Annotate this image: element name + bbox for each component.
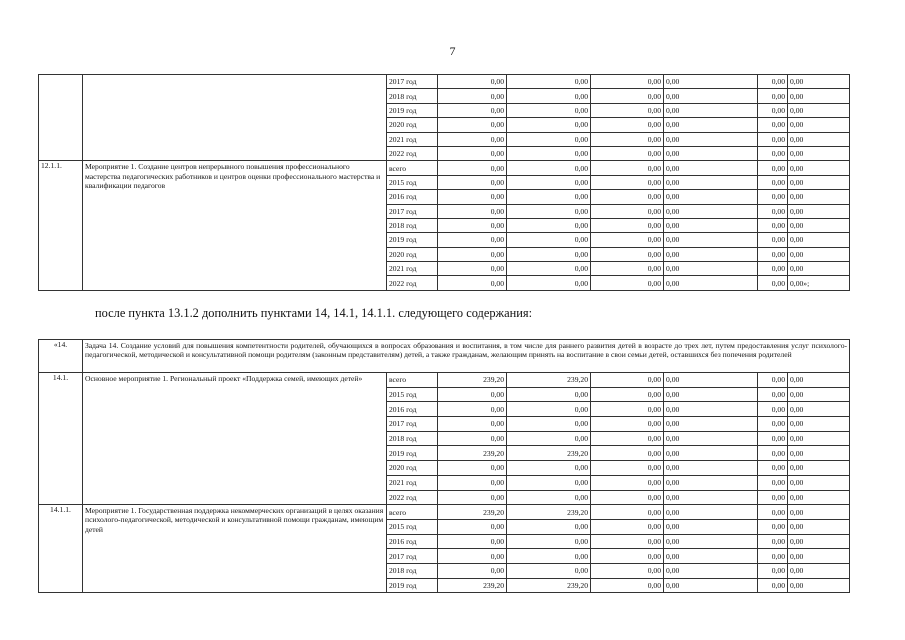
- value-cell: 0,00: [507, 276, 591, 290]
- value-cell: 0,00: [664, 563, 758, 578]
- value-cell: 0,00: [758, 549, 788, 564]
- value-cell: 0,00: [758, 204, 788, 218]
- value-cell: 0,00: [788, 204, 850, 218]
- value-cell: 0,00: [438, 549, 507, 564]
- value-cell: 0,00: [788, 190, 850, 204]
- value-cell: 239,20: [507, 446, 591, 461]
- value-cell: 0,00: [507, 490, 591, 505]
- value-cell: 0,00: [591, 534, 664, 549]
- value-cell: 0,00: [788, 490, 850, 505]
- value-cell: 0,00»;: [788, 276, 850, 290]
- value-cell: 0,00: [664, 387, 758, 402]
- value-cell: 0,00: [758, 475, 788, 490]
- value-cell: 0,00: [507, 103, 591, 117]
- value-cell: 0,00: [507, 190, 591, 204]
- page-number: 7: [449, 44, 456, 58]
- value-cell: 0,00: [591, 461, 664, 476]
- value-cell: 0,00: [758, 103, 788, 117]
- value-cell: 0,00: [758, 89, 788, 103]
- value-cell: 0,00: [438, 475, 507, 490]
- table-row: [39, 373, 850, 388]
- value-cell: 0,00: [591, 204, 664, 218]
- value-cell: 0,00: [438, 190, 507, 204]
- value-cell: 0,00: [788, 505, 850, 520]
- value-cell: 239,20: [438, 373, 507, 388]
- value-cell: 0,00: [591, 175, 664, 189]
- value-cell: 0,00: [758, 446, 788, 461]
- value-cell: 0,00: [438, 103, 507, 117]
- value-cell: 0,00: [758, 431, 788, 446]
- value-cell: 0,00: [507, 519, 591, 534]
- value-cell: 0,00: [507, 431, 591, 446]
- value-cell: 0,00: [788, 549, 850, 564]
- task-number-cell: «14.: [39, 340, 83, 373]
- value-cell: 0,00: [788, 387, 850, 402]
- value-cell: 0,00: [664, 475, 758, 490]
- year-cell: 2019 год: [387, 578, 438, 593]
- value-cell: 239,20: [507, 578, 591, 593]
- value-cell: 0,00: [591, 262, 664, 276]
- value-cell: 0,00: [507, 461, 591, 476]
- year-cell: всего: [387, 505, 438, 520]
- value-cell: 0,00: [438, 563, 507, 578]
- value-cell: 0,00: [438, 276, 507, 290]
- year-cell: 2021 год: [387, 262, 438, 276]
- value-cell: 0,00: [591, 505, 664, 520]
- value-cell: 0,00: [591, 519, 664, 534]
- year-cell: 2016 год: [387, 402, 438, 417]
- value-cell: 0,00: [507, 402, 591, 417]
- task-row: [39, 340, 850, 373]
- value-cell: 0,00: [591, 118, 664, 132]
- value-cell: 0,00: [591, 431, 664, 446]
- year-cell: 2019 год: [387, 233, 438, 247]
- value-cell: 0,00: [438, 218, 507, 232]
- value-cell: 0,00: [591, 402, 664, 417]
- value-cell: 0,00: [788, 519, 850, 534]
- value-cell: 0,00: [438, 402, 507, 417]
- table-2-body: [39, 340, 850, 593]
- value-cell: 0,00: [788, 75, 850, 89]
- value-cell: 0,00: [758, 146, 788, 160]
- value-cell: 0,00: [788, 563, 850, 578]
- value-cell: 0,00: [664, 431, 758, 446]
- value-cell: 0,00: [758, 534, 788, 549]
- value-cell: 0,00: [758, 247, 788, 261]
- value-cell: 0,00: [664, 276, 758, 290]
- task-text-cell: Задача 14. Создание условий для повышения компетентности родителей, обучающихся в вопросах образования и воспитания, в том числе для раннего развития детей в возрасте до трех лет, путем предоставления услуг психолого-педагогической, методической и консультативной помощи родителям (законным представителям) детей, а также гражданам, желающим принять на воспитание в свои семьи детей, оставшихся без попечения родителей: [83, 340, 850, 373]
- item-number-cell: 12.1.1.: [39, 161, 83, 291]
- value-cell: 239,20: [507, 373, 591, 388]
- value-cell: 0,00: [591, 161, 664, 175]
- value-cell: 0,00: [591, 563, 664, 578]
- year-cell: 2015 год: [387, 387, 438, 402]
- value-cell: 0,00: [438, 233, 507, 247]
- year-cell: 2019 год: [387, 446, 438, 461]
- table-1-body: [39, 75, 850, 291]
- value-cell: 0,00: [664, 578, 758, 593]
- value-cell: 0,00: [664, 373, 758, 388]
- value-cell: 0,00: [507, 475, 591, 490]
- value-cell: 0,00: [758, 233, 788, 247]
- value-cell: 0,00: [788, 402, 850, 417]
- value-cell: 0,00: [788, 103, 850, 117]
- value-cell: 0,00: [664, 175, 758, 189]
- year-cell: 2017 год: [387, 75, 438, 89]
- item-name-cell: Основное мероприятие 1. Региональный проект «Поддержка семей, имеющих детей»: [83, 373, 387, 505]
- item-name-cell: [83, 75, 387, 161]
- value-cell: 0,00: [664, 417, 758, 432]
- value-cell: 0,00: [664, 247, 758, 261]
- value-cell: 0,00: [507, 262, 591, 276]
- value-cell: 0,00: [507, 549, 591, 564]
- value-cell: 0,00: [438, 204, 507, 218]
- year-cell: 2021 год: [387, 475, 438, 490]
- year-cell: 2021 год: [387, 132, 438, 146]
- value-cell: 0,00: [591, 190, 664, 204]
- value-cell: 0,00: [664, 204, 758, 218]
- value-cell: 0,00: [664, 89, 758, 103]
- value-cell: 0,00: [507, 247, 591, 261]
- value-cell: 239,20: [507, 505, 591, 520]
- item-number-cell: 14.1.1.: [39, 505, 83, 593]
- value-cell: 0,00: [758, 190, 788, 204]
- value-cell: 0,00: [591, 75, 664, 89]
- value-cell: 0,00: [664, 190, 758, 204]
- value-cell: 0,00: [591, 490, 664, 505]
- value-cell: 0,00: [507, 161, 591, 175]
- year-cell: 2018 год: [387, 431, 438, 446]
- value-cell: 0,00: [591, 247, 664, 261]
- value-cell: 0,00: [788, 118, 850, 132]
- value-cell: 0,00: [664, 402, 758, 417]
- value-cell: 0,00: [591, 276, 664, 290]
- value-cell: 0,00: [664, 505, 758, 520]
- item-number-cell: [39, 75, 83, 161]
- value-cell: 239,20: [438, 505, 507, 520]
- program-table-new-items: [38, 339, 850, 593]
- year-cell: 2018 год: [387, 563, 438, 578]
- value-cell: 0,00: [788, 578, 850, 593]
- year-cell: 2015 год: [387, 519, 438, 534]
- value-cell: 0,00: [664, 103, 758, 117]
- table-row: [39, 505, 850, 520]
- value-cell: 0,00: [758, 578, 788, 593]
- value-cell: 0,00: [591, 132, 664, 146]
- value-cell: 0,00: [788, 534, 850, 549]
- value-cell: 0,00: [788, 218, 850, 232]
- value-cell: 0,00: [664, 490, 758, 505]
- value-cell: 0,00: [507, 175, 591, 189]
- value-cell: 0,00: [758, 75, 788, 89]
- year-cell: 2022 год: [387, 490, 438, 505]
- value-cell: 239,20: [438, 446, 507, 461]
- value-cell: 0,00: [507, 118, 591, 132]
- value-cell: 0,00: [758, 387, 788, 402]
- value-cell: 0,00: [507, 387, 591, 402]
- value-cell: 0,00: [788, 161, 850, 175]
- value-cell: 0,00: [788, 175, 850, 189]
- value-cell: 0,00: [664, 262, 758, 276]
- value-cell: 0,00: [664, 446, 758, 461]
- value-cell: 0,00: [664, 132, 758, 146]
- value-cell: 0,00: [758, 161, 788, 175]
- value-cell: 0,00: [591, 233, 664, 247]
- value-cell: 0,00: [758, 175, 788, 189]
- value-cell: 0,00: [438, 387, 507, 402]
- value-cell: 239,20: [438, 578, 507, 593]
- value-cell: 0,00: [758, 461, 788, 476]
- value-cell: 0,00: [788, 146, 850, 160]
- value-cell: 0,00: [438, 519, 507, 534]
- year-cell: 2017 год: [387, 549, 438, 564]
- value-cell: 0,00: [788, 431, 850, 446]
- year-cell: 2020 год: [387, 118, 438, 132]
- value-cell: 0,00: [664, 534, 758, 549]
- value-cell: 0,00: [758, 132, 788, 146]
- value-cell: 0,00: [438, 175, 507, 189]
- value-cell: 0,00: [591, 475, 664, 490]
- value-cell: 0,00: [507, 417, 591, 432]
- amendment-instruction: после пункта 13.1.2 дополнить пунктами 14, 14.1, 14.1.1. следующего содержания:: [95, 306, 533, 320]
- value-cell: 0,00: [788, 262, 850, 276]
- value-cell: 0,00: [591, 417, 664, 432]
- year-cell: 2017 год: [387, 204, 438, 218]
- program-table-continued: [38, 74, 850, 291]
- value-cell: 0,00: [788, 233, 850, 247]
- value-cell: 0,00: [507, 218, 591, 232]
- value-cell: 0,00: [758, 490, 788, 505]
- value-cell: 0,00: [758, 519, 788, 534]
- value-cell: 0,00: [788, 89, 850, 103]
- value-cell: 0,00: [591, 387, 664, 402]
- year-cell: 2016 год: [387, 190, 438, 204]
- value-cell: 0,00: [758, 276, 788, 290]
- value-cell: 0,00: [788, 247, 850, 261]
- value-cell: 0,00: [758, 402, 788, 417]
- value-cell: 0,00: [438, 490, 507, 505]
- year-cell: 2018 год: [387, 89, 438, 103]
- value-cell: 0,00: [758, 218, 788, 232]
- year-cell: 2022 год: [387, 276, 438, 290]
- year-cell: всего: [387, 373, 438, 388]
- value-cell: 0,00: [507, 563, 591, 578]
- value-cell: 0,00: [758, 262, 788, 276]
- value-cell: 0,00: [664, 218, 758, 232]
- value-cell: 0,00: [438, 431, 507, 446]
- value-cell: 0,00: [664, 233, 758, 247]
- value-cell: 0,00: [507, 75, 591, 89]
- value-cell: 0,00: [788, 373, 850, 388]
- value-cell: 0,00: [507, 146, 591, 160]
- value-cell: 0,00: [758, 417, 788, 432]
- value-cell: 0,00: [438, 118, 507, 132]
- value-cell: 0,00: [507, 534, 591, 549]
- value-cell: 0,00: [507, 233, 591, 247]
- year-cell: 2020 год: [387, 247, 438, 261]
- value-cell: 0,00: [591, 218, 664, 232]
- value-cell: 0,00: [591, 578, 664, 593]
- value-cell: 0,00: [591, 549, 664, 564]
- value-cell: 0,00: [438, 461, 507, 476]
- item-name-cell: Мероприятие 1. Создание центров непрерывного повышения профессионального мастерства педагогических работников и центров оценки профессионального мастерства и квалификации педагогов: [83, 161, 387, 291]
- value-cell: 0,00: [664, 161, 758, 175]
- value-cell: 0,00: [438, 262, 507, 276]
- value-cell: 0,00: [664, 549, 758, 564]
- value-cell: 0,00: [438, 146, 507, 160]
- value-cell: 0,00: [664, 75, 758, 89]
- year-cell: 2015 год: [387, 175, 438, 189]
- value-cell: 0,00: [664, 461, 758, 476]
- value-cell: 0,00: [758, 118, 788, 132]
- value-cell: 0,00: [664, 519, 758, 534]
- value-cell: 0,00: [758, 563, 788, 578]
- value-cell: 0,00: [438, 161, 507, 175]
- value-cell: 0,00: [438, 89, 507, 103]
- year-cell: 2016 год: [387, 534, 438, 549]
- value-cell: 0,00: [591, 103, 664, 117]
- year-cell: 2018 год: [387, 218, 438, 232]
- value-cell: 0,00: [591, 373, 664, 388]
- item-name-cell: Мероприятие 1. Государственная поддержка некоммерческих организаций в целях оказания психолого-педагогической, методической и консультативной помощи гражданам, имеющим детей: [83, 505, 387, 593]
- value-cell: 0,00: [507, 89, 591, 103]
- value-cell: 0,00: [438, 132, 507, 146]
- year-cell: 2019 год: [387, 103, 438, 117]
- value-cell: 0,00: [438, 247, 507, 261]
- value-cell: 0,00: [664, 146, 758, 160]
- value-cell: 0,00: [788, 132, 850, 146]
- year-cell: 2022 год: [387, 146, 438, 160]
- value-cell: 0,00: [758, 373, 788, 388]
- value-cell: 0,00: [758, 505, 788, 520]
- value-cell: 0,00: [438, 417, 507, 432]
- value-cell: 0,00: [591, 146, 664, 160]
- value-cell: 0,00: [788, 446, 850, 461]
- value-cell: 0,00: [591, 89, 664, 103]
- year-cell: 2017 год: [387, 417, 438, 432]
- value-cell: 0,00: [788, 461, 850, 476]
- value-cell: 0,00: [591, 446, 664, 461]
- item-number-cell: 14.1.: [39, 373, 83, 505]
- year-cell: всего: [387, 161, 438, 175]
- table-row: [39, 161, 850, 175]
- value-cell: 0,00: [438, 75, 507, 89]
- year-cell: 2020 год: [387, 461, 438, 476]
- value-cell: 0,00: [788, 417, 850, 432]
- value-cell: 0,00: [438, 534, 507, 549]
- value-cell: 0,00: [507, 132, 591, 146]
- value-cell: 0,00: [664, 118, 758, 132]
- value-cell: 0,00: [507, 204, 591, 218]
- value-cell: 0,00: [788, 475, 850, 490]
- table-row: [39, 75, 850, 89]
